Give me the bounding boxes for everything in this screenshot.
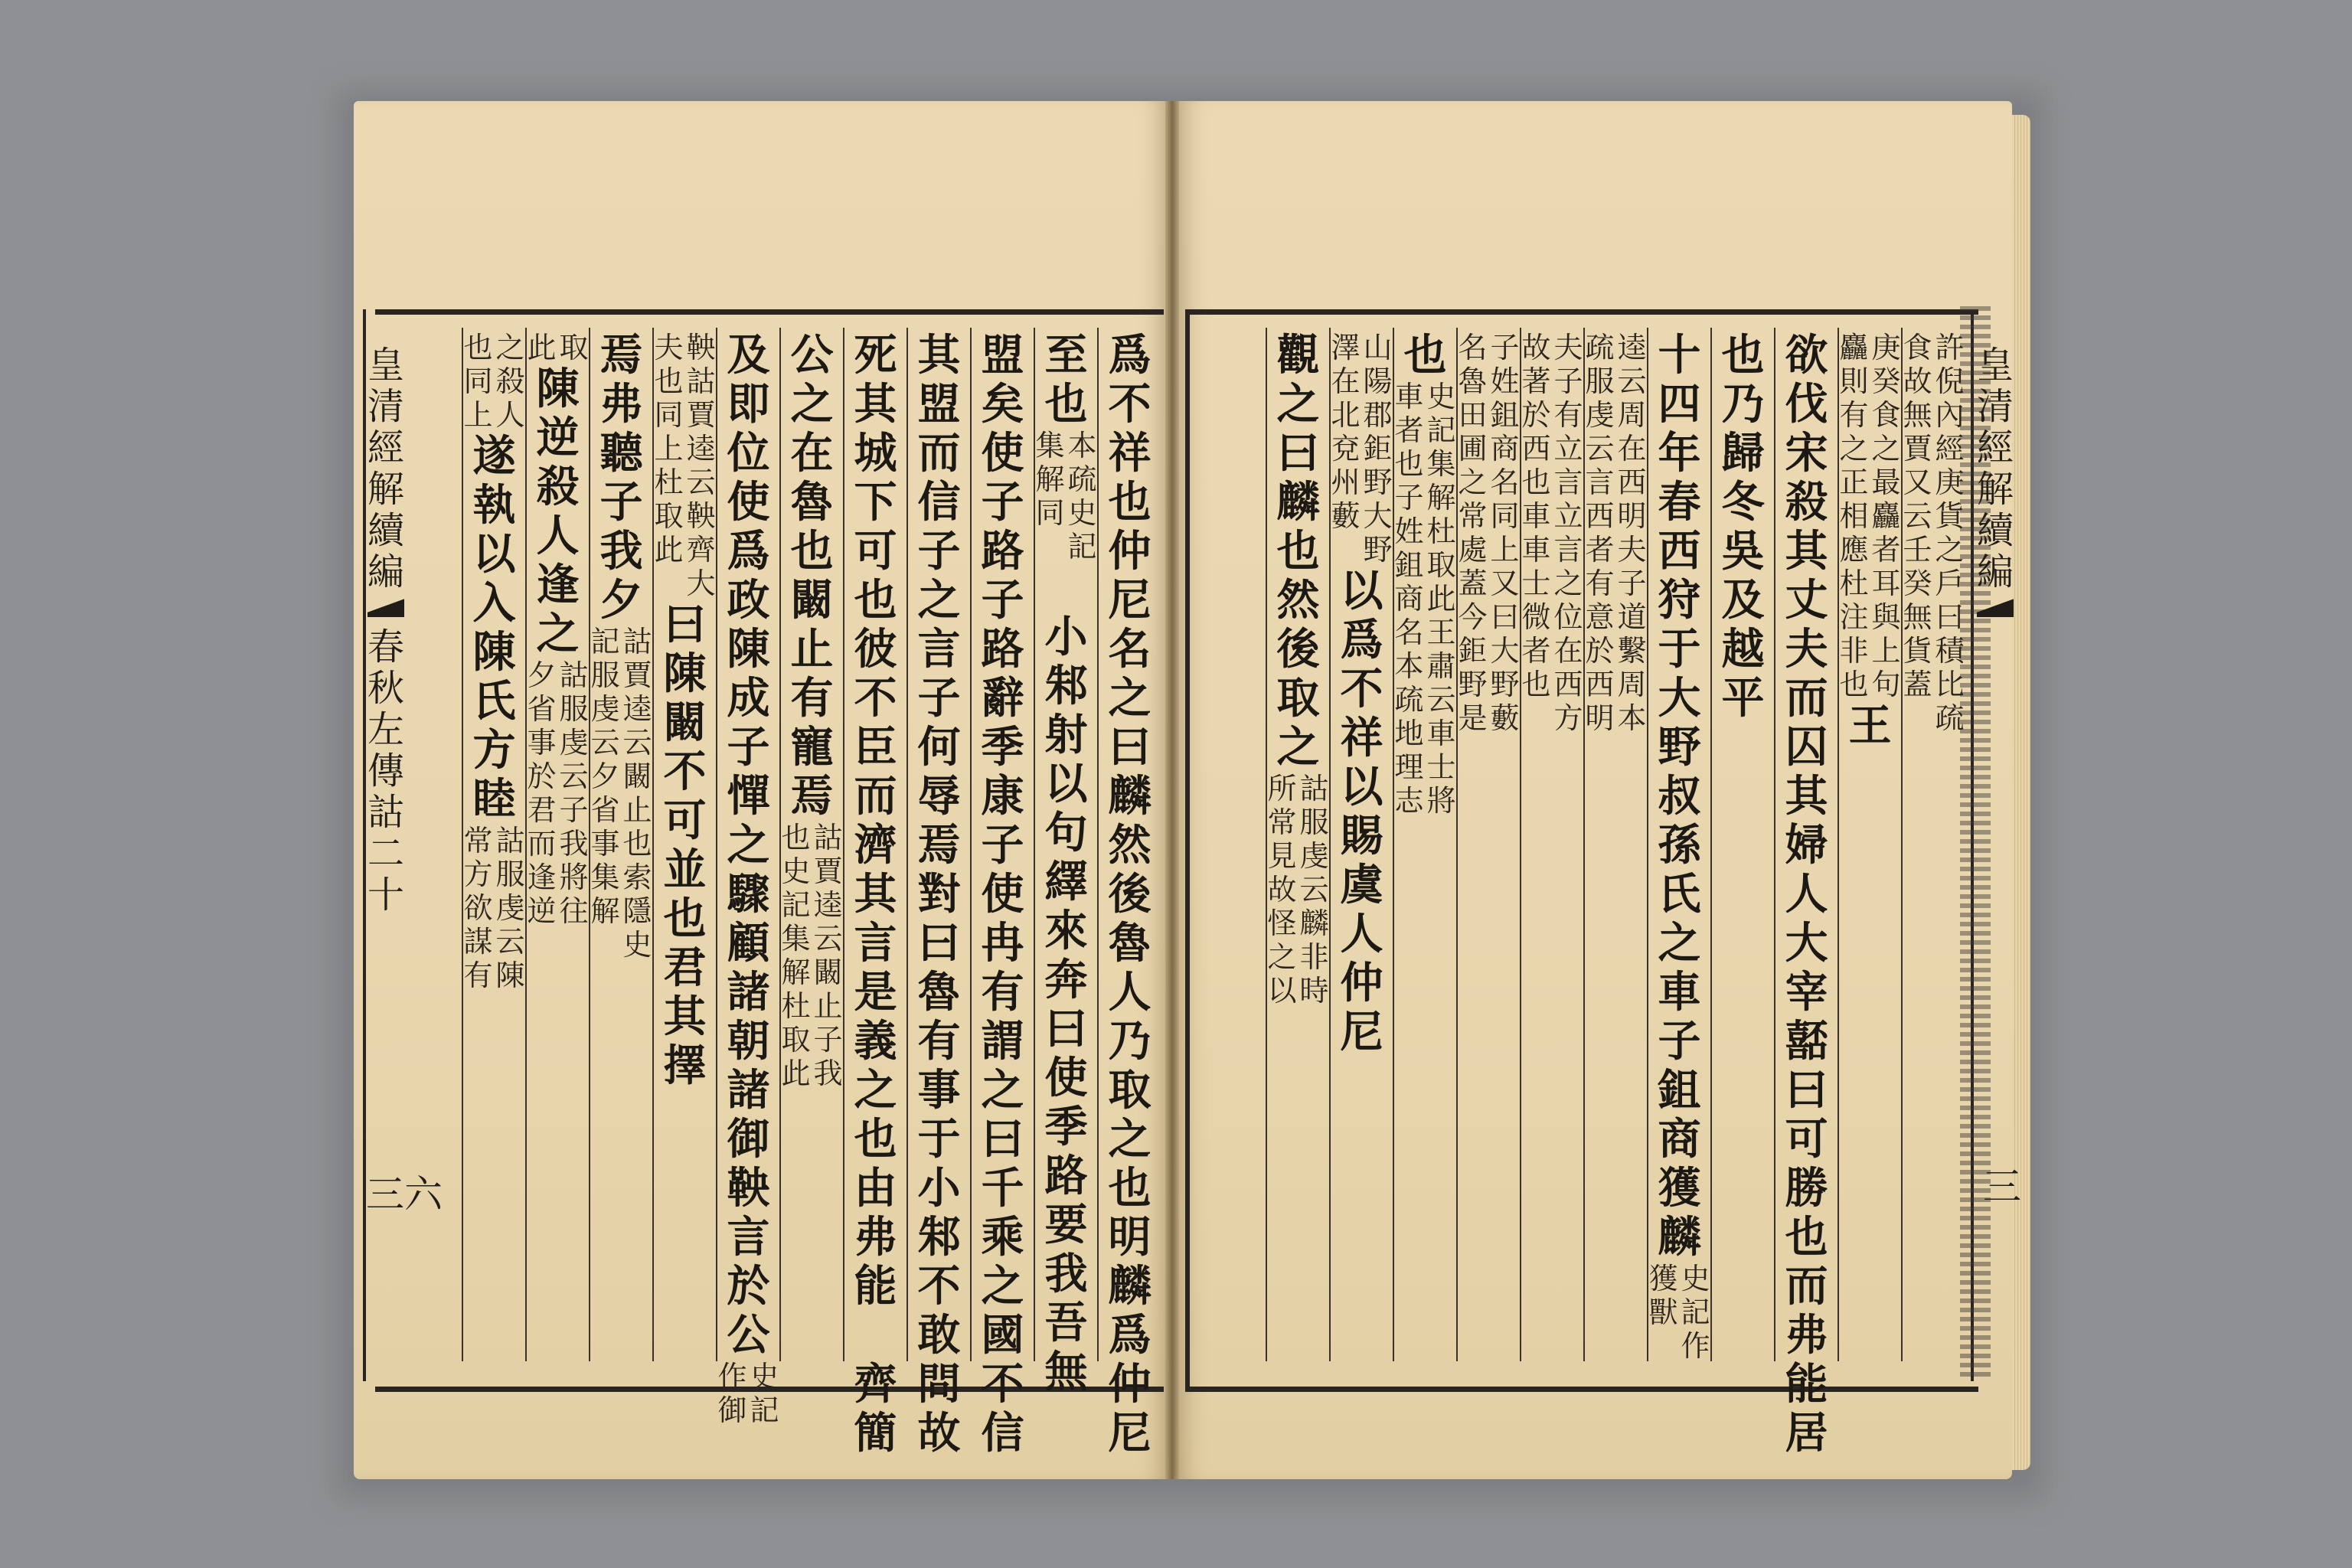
commentary-run: 山 陽 郡 鉅 野 大 野 澤 在 北 兗 州 藪 (1331, 331, 1393, 567)
main-text-run: 觀 之 曰 麟 也 然 後 取 之 (1276, 330, 1320, 773)
left-text-column (652, 328, 716, 1361)
commentary-run: 夫 子 有 立 言 立 言 之 位 在 西 方 故 著 於 西 也 車 車 士 微 者 也 (1521, 331, 1583, 735)
left-folio: 三六 (366, 1172, 443, 1217)
right-text-column (1393, 328, 1456, 1361)
banxin-char: 經 (367, 426, 404, 469)
right-folio: 三 (1983, 1165, 2021, 1209)
banxin-char: 續 (1976, 509, 2014, 552)
right-text-column (1329, 328, 1393, 1361)
commentary-run: 許 倪 內 經 庚 貨 之 戶 曰 積 比 疏 食 故 無 賈 又 云 壬 癸 無 貨 蓋 (1903, 331, 1965, 735)
main-text-run: 欲 伐 宋 殺 其 丈 夫 而 囚 其 婦 人 大 宰 嚭 曰 可 勝 也 而 弗 能 居 (1785, 330, 1828, 1459)
left-text-block (407, 328, 1161, 1459)
commentary-run: 鞅 詁 賈 逵 云 鞅 齊 大 夫 也 同 上 杜 取 此 (654, 331, 716, 600)
right-banxin (1974, 345, 2017, 626)
left-banxin-chapter (368, 626, 404, 916)
main-text-run: 盟 矣 使 子 路 子 路 辭 季 康 子 使 冉 有 謂 之 曰 千 乘 之 國 不 信 (981, 330, 1024, 1459)
book-gutter (1165, 101, 1179, 1479)
left-text-column (906, 328, 970, 1459)
left-text-column (462, 328, 525, 1361)
fishtail-mark (368, 597, 404, 617)
main-text-run: 十 四 年 春 西 狩 于 大 野 叔 孫 氏 之 車 子 鉏 商 獲 麟 (1658, 330, 1701, 1263)
banxin-char: 詁 (367, 791, 404, 834)
banxin-char: 續 (367, 509, 404, 552)
right-text-column (1901, 328, 1965, 1361)
main-text-run: 其 盟 而 信 子 之 言 子 何 辱 焉 對 曰 魯 有 事 于 小 邾 不 敢 問 故 (917, 330, 961, 1459)
main-text-run: 死 其 城 下 可 也 彼 不 臣 而 濟 其 言 是 義 之 也 由 弗 能 齊 簡 (854, 330, 897, 1459)
banxin-char: 二 (367, 832, 404, 875)
commentary-run: 取 此 (527, 331, 589, 364)
banxin-char: 皇 (367, 344, 404, 387)
banxin-char: 清 (367, 385, 404, 428)
commentary-run: 史 記 作 御 (717, 1360, 779, 1427)
commentary-run: 子 姓 鉏 商 名 同 上 又 曰 大 野 藪 名 魯 田 圃 之 常 處 蓋 今 鉅 野 是 (1458, 331, 1520, 735)
commentary-run: 之 殺 人 也 同 上 (463, 331, 525, 432)
left-text-column (779, 328, 843, 1361)
main-text-run: 曰 陳 闞 不 可 並 也 君 其 擇 (663, 599, 707, 1091)
left-text-column (1034, 328, 1097, 1397)
banxin-char: 春 (367, 626, 404, 668)
left-text-column (525, 328, 589, 1361)
left-banxin-title (368, 345, 404, 593)
left-text-column (1097, 328, 1161, 1459)
commentary-run: 史 記 集 解 杜 取 此 王 肅 云 車 士 將 車 者 也 子 姓 鉏 商 名 本 疏 地 理 志 (1394, 380, 1456, 818)
main-text-run: 也 (1403, 330, 1447, 381)
banxin-char: 解 (1976, 468, 2014, 511)
banxin-char: 編 (1976, 550, 2014, 593)
banxin-char: 左 (367, 708, 404, 751)
main-text-run: 小 邾 射 以 句 繹 來 奔 曰 使 季 路 要 我 吾 無 (1044, 612, 1088, 1397)
right-text-column (1266, 328, 1329, 1361)
right-text-column (1456, 328, 1520, 1361)
right-text-block (1191, 328, 1965, 1459)
banxin-char: 十 (367, 874, 404, 916)
left-text-column (843, 328, 906, 1459)
commentary-run: 庚 癸 食 之 最 麤 者 耳 與 上 句 麤 則 有 之 正 相 應 杜 注 非 也 (1839, 331, 1901, 701)
right-text-column (1774, 328, 1838, 1459)
banxin-char: 編 (367, 550, 404, 593)
commentary-run: 詁 賈 逵 云 闞 止 子 我 也 史 記 集 解 杜 取 此 (781, 821, 843, 1090)
banxin-char: 解 (367, 468, 404, 511)
commentary-run: 本 疏 史 記 集 解 同 (1035, 429, 1097, 564)
right-text-column (1583, 328, 1647, 1361)
commentary-run: 詁 服 虔 云 子 我 將 往 夕 省 事 於 君 而 逢 逆 (527, 658, 589, 928)
right-text-column (1647, 328, 1710, 1361)
left-text-column (970, 328, 1034, 1459)
right-text-column (1520, 328, 1583, 1361)
banxin-char: 皇 (1976, 344, 2014, 387)
commentary-run: 詁 服 虔 云 陳 常 方 欲 謀 有 (463, 824, 525, 992)
commentary-run: 逵 云 周 在 西 明 夫 子 道 繫 周 本 疏 服 虔 云 言 西 者 有 意 於 西 明 (1585, 331, 1647, 735)
banxin-char: 傳 (367, 750, 404, 792)
left-banxin (364, 345, 407, 916)
commentary-run: 詁 賈 逵 云 闞 止 也 索 隱 史 記 服 虔 云 夕 省 事 集 解 (590, 625, 652, 962)
commentary-run: 詁 服 虔 云 麟 非 時 所 常 見 故 怪 之 以 (1267, 772, 1329, 1008)
main-text-run: 至 也 (1044, 330, 1088, 430)
main-text-run: 陳 逆 殺 人 逢 之 (536, 364, 580, 659)
right-text-column (1838, 328, 1901, 1361)
right-text-column (1710, 328, 1774, 1361)
banxin-char: 秋 (367, 667, 404, 710)
fishtail-mark (1977, 597, 2014, 617)
main-text-run: 以 爲 不 祥 以 賜 虞 人 仲 尼 (1340, 566, 1383, 1057)
banxin-char: 清 (1976, 385, 2014, 428)
main-text-run: 及 即 位 使 爲 政 陳 成 子 憚 之 驟 顧 諸 朝 諸 御 鞅 言 於 公 (727, 330, 770, 1361)
left-text-column (589, 328, 652, 1361)
main-text-run: 王 (1848, 701, 1892, 751)
commentary-run: 史 記 作 獲 獸 (1648, 1262, 1710, 1363)
main-text-run: 爲 不 祥 也 仲 尼 名 之 曰 麟 然 後 魯 人 乃 取 之 也 明 麟 爲 仲 尼 (1108, 330, 1152, 1459)
right-banxin-title (1977, 345, 2014, 593)
left-text-column (716, 328, 779, 1427)
main-text-run: 焉 弗 聽 子 我 夕 (599, 330, 643, 626)
banxin-char: 經 (1976, 426, 2014, 469)
main-text-run: 遂 執 以 入 陳 氏 方 睦 (472, 431, 516, 825)
main-text-run: 也 乃 歸 冬 吳 及 越 平 (1721, 330, 1765, 724)
main-text-run: 公 之 在 魯 也 闞 止 有 寵 焉 (790, 330, 834, 822)
